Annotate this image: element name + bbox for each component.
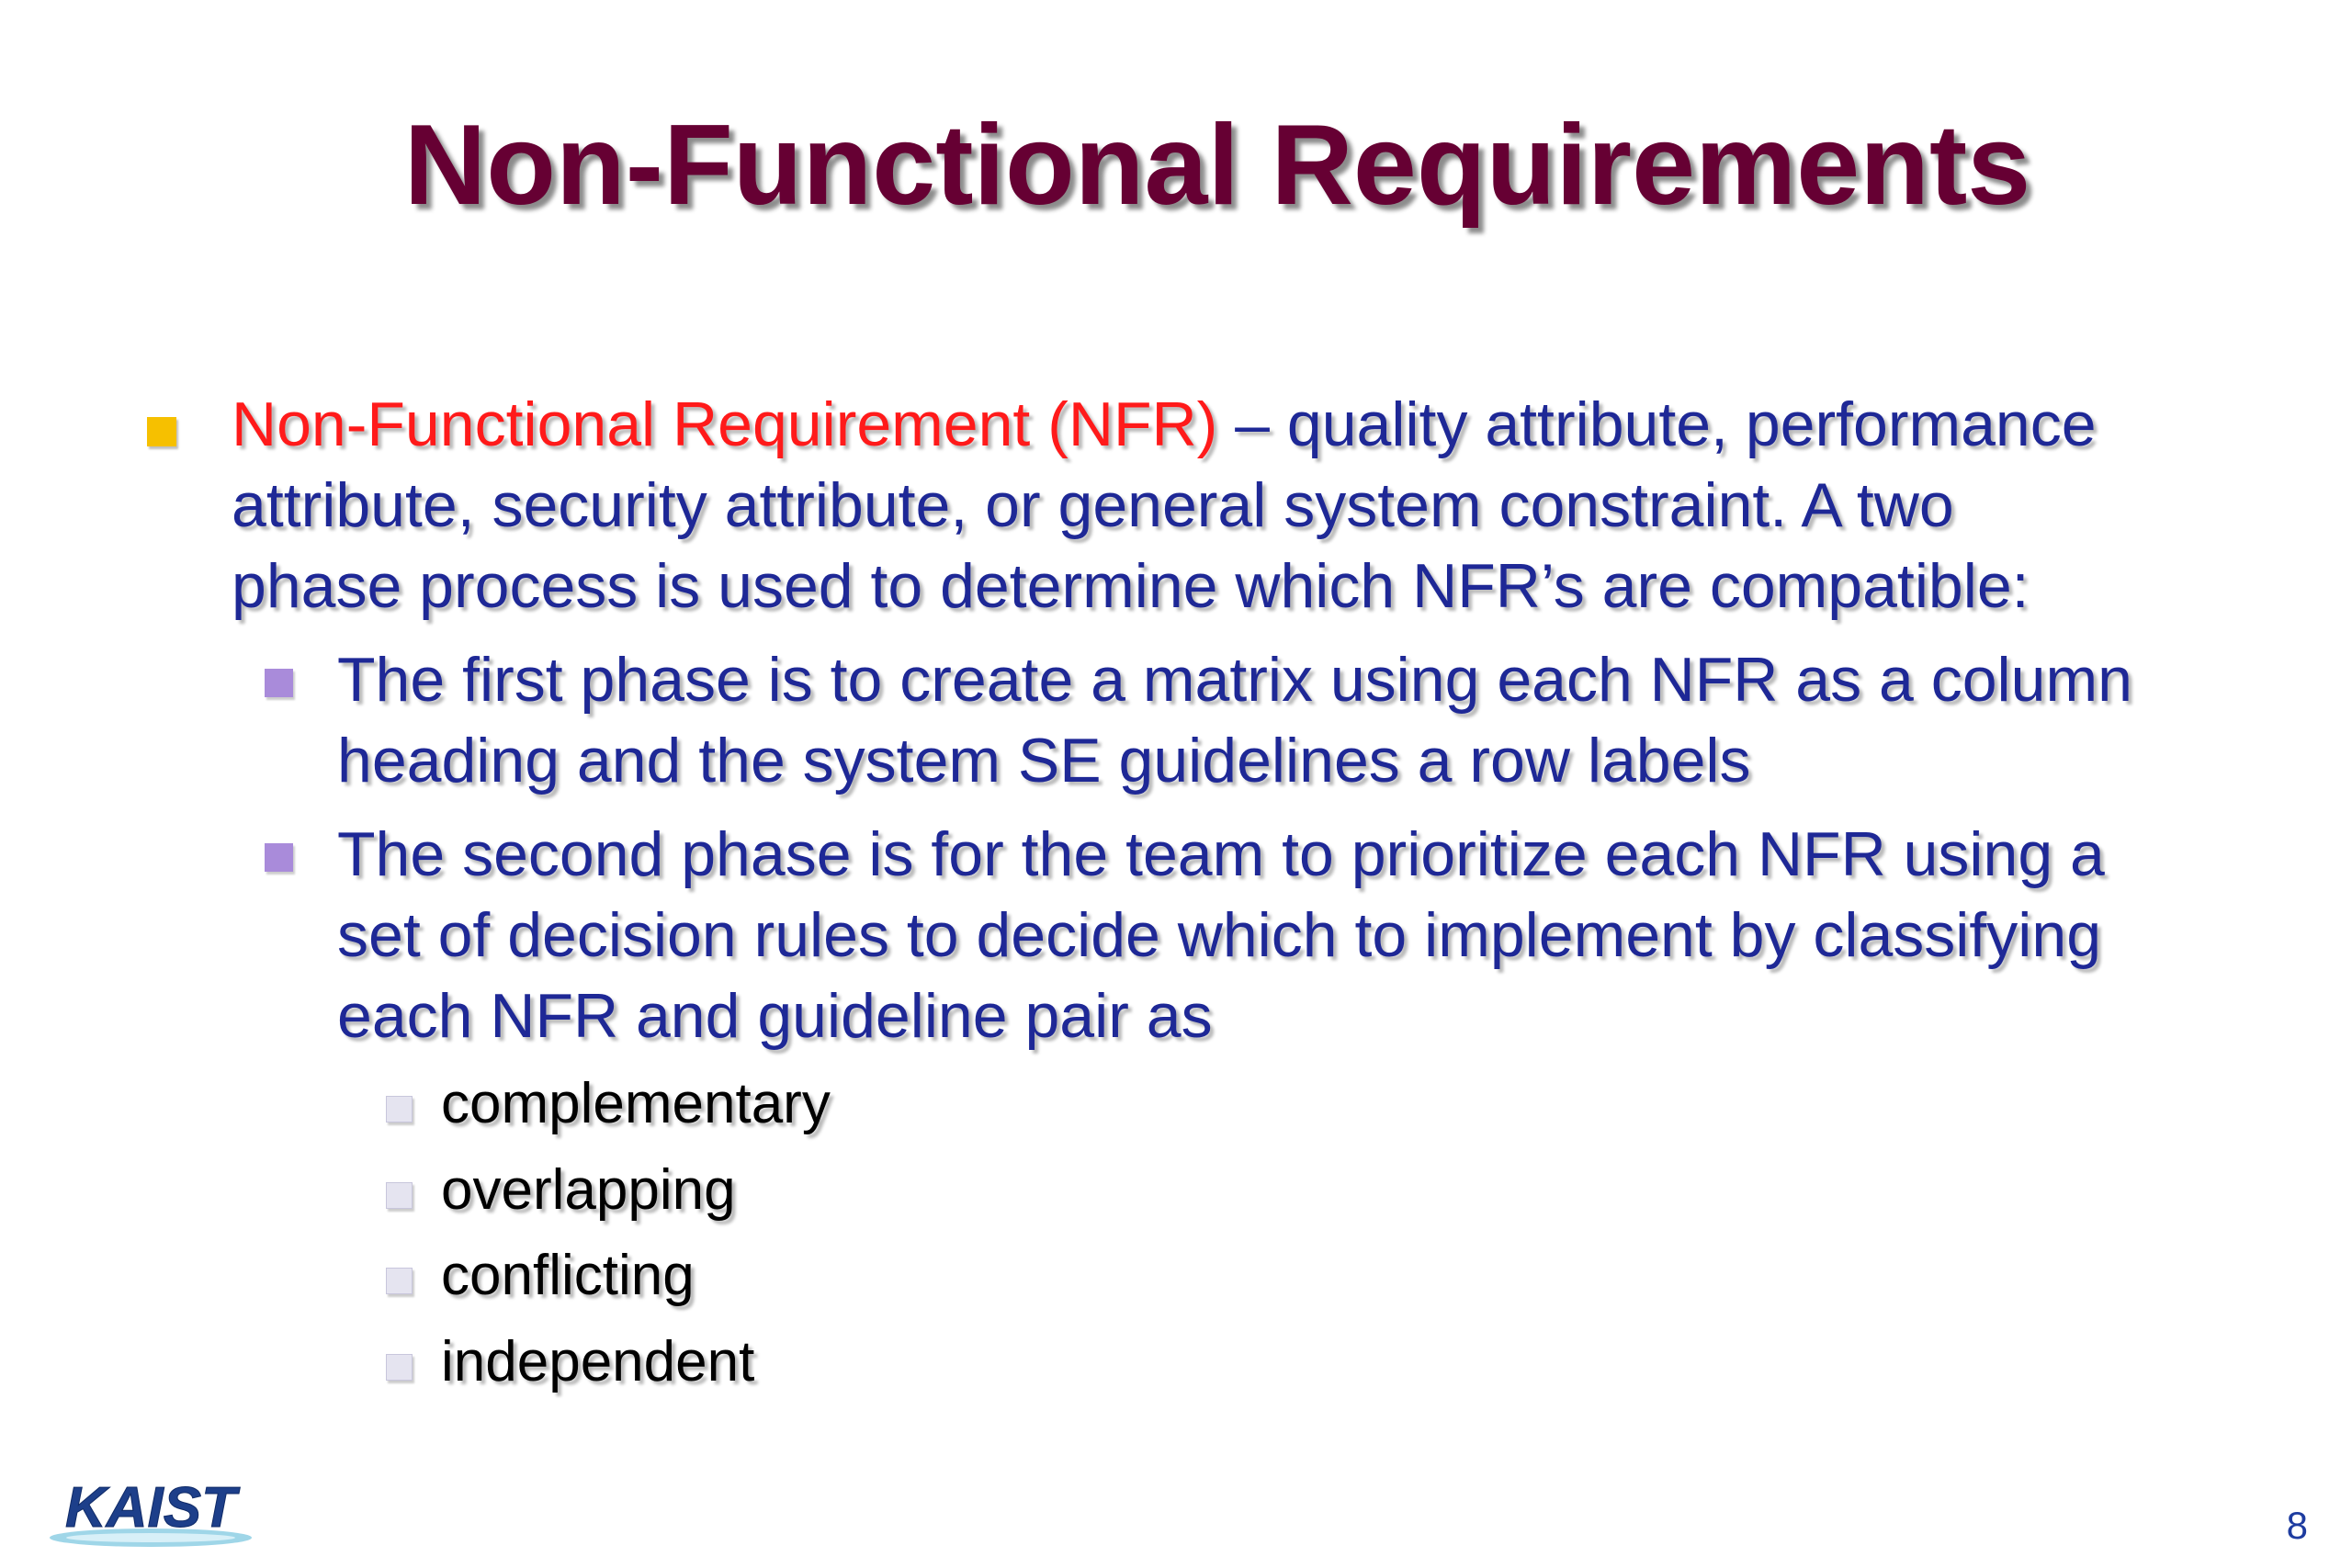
- small-bullet-square-icon: [386, 1182, 413, 1209]
- nfr-definition-line: – quality attribute, performance: [1235, 389, 2097, 459]
- small-bullet-square-icon: [386, 1354, 413, 1381]
- second-phase-line: The second phase is for the team to prioritize each NFR using a: [337, 819, 2105, 889]
- kaist-logo: [44, 1461, 257, 1552]
- classification-item: overlapping: [441, 1158, 736, 1222]
- nfr-definition-line: phase process is used to determine which NFR’s are compatible:: [232, 551, 2030, 621]
- classification-item: conflicting: [441, 1244, 695, 1307]
- nfr-term: Non-Functional Requirement (NFR): [232, 389, 1218, 459]
- first-phase-line: The first phase is to create a matrix using each NFR as a column: [337, 645, 2132, 715]
- second-phase-line: set of decision rules to decide which to implement by classifying: [337, 900, 2102, 970]
- nfr-definition-paragraph: [232, 384, 2216, 626]
- kaist-logo-graphic: [44, 1461, 257, 1552]
- first-phase-line: heading and the system SE guidelines a row labels: [337, 726, 1751, 795]
- sub-bullet-square-icon: [265, 843, 293, 872]
- kaist-logo-text: KAIST: [65, 1476, 236, 1540]
- first-phase-paragraph: [337, 639, 2257, 801]
- small-bullet-square-icon: [386, 1268, 413, 1294]
- small-bullet-square-icon: [386, 1096, 413, 1122]
- nfr-definition-line: attribute, security attribute, or general system constraint. A two: [232, 470, 1954, 540]
- classification-item: independent: [441, 1330, 755, 1393]
- bullet-square-icon: [147, 417, 176, 446]
- page-number: 8: [2286, 1504, 2308, 1547]
- second-phase-line: each NFR and guideline pair as: [337, 981, 1213, 1051]
- classification-item: complementary: [441, 1072, 831, 1135]
- slide-title: Non-Functional Requirements: [403, 102, 2031, 229]
- sub-bullet-square-icon: [265, 669, 293, 697]
- second-phase-paragraph: [337, 814, 2257, 1056]
